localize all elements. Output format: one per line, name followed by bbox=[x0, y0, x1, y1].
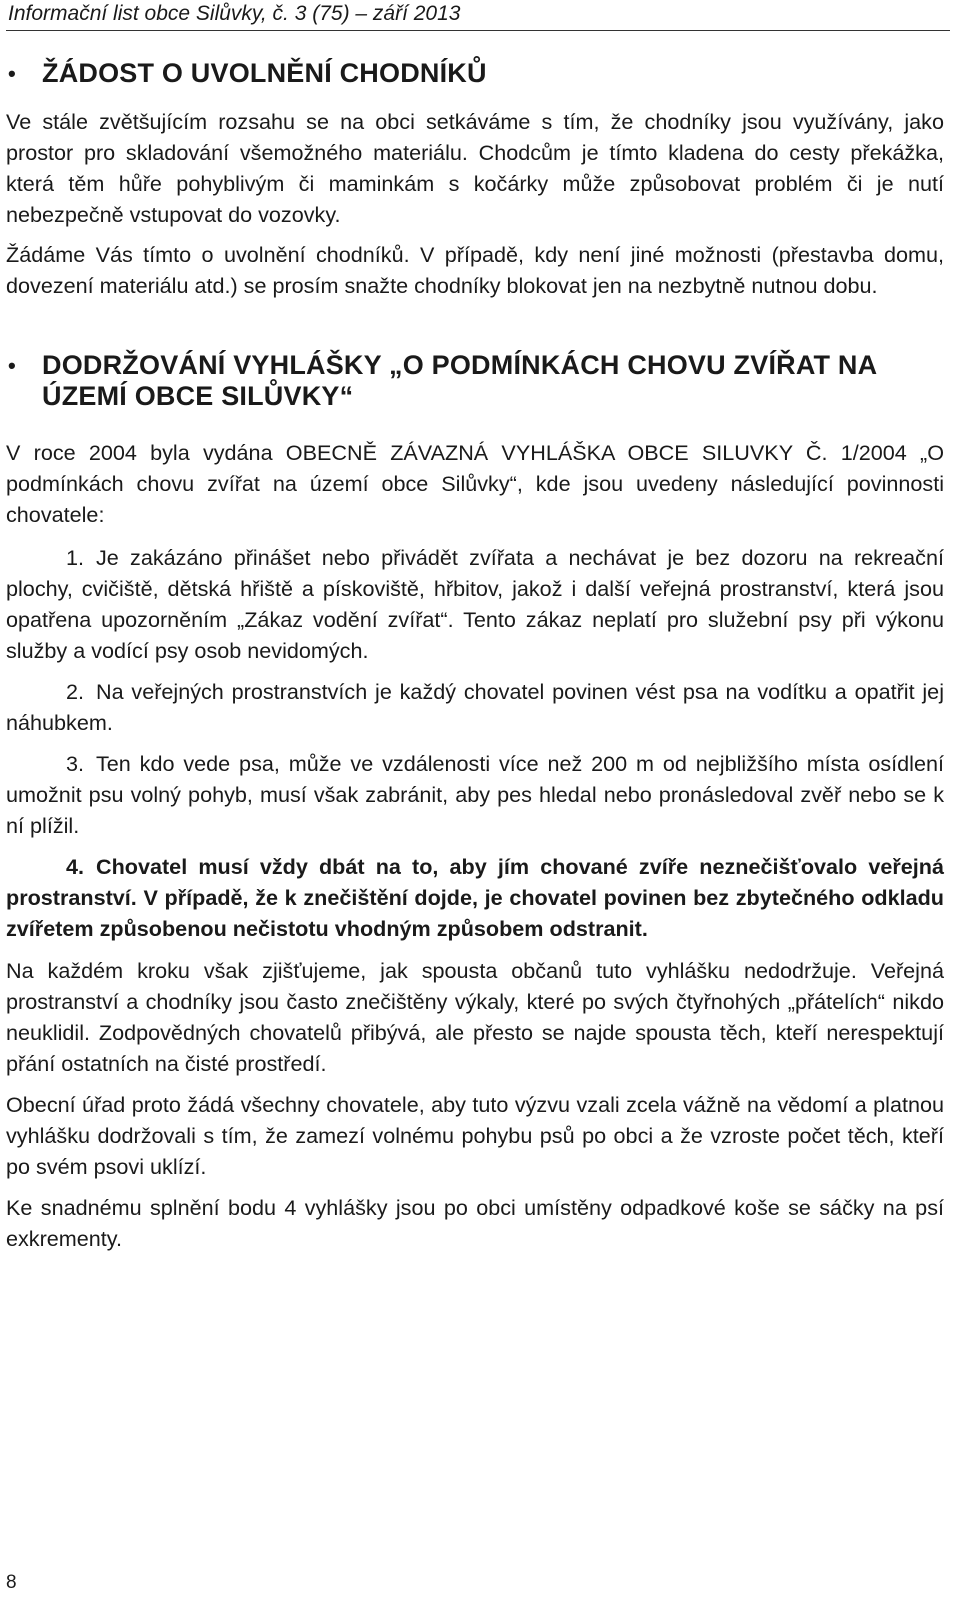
list-item bbox=[6, 676, 944, 738]
list-item-text: Na veřejných prostranstvích je každý chovatel povinen vést psa na vodítku a opatřit jej náhubkem. bbox=[6, 679, 944, 735]
paragraph: Ke snadnému splnění bodu 4 vyhlášky jsou po obci umístěny odpadkové koše se sáčky na psí exkrementy. bbox=[6, 1195, 944, 1251]
paragraph: Žádáme Vás tímto o uvolnění chodníků. V případě, kdy není jiné možnosti (přestavba domu, dovezení materiálu atd.) se prosím snažte chodníky blokovat jen na nezbytně nutnou dobu. bbox=[6, 242, 944, 298]
list-item-text: Ten kdo vede psa, může ve vzdálenosti více než 200 m od nejbližšího místa osídlení umožnit psu volný pohyb, musí však zabránit, aby pes hledal nebo pronásledoval zvěř nebo se k ní plížil. bbox=[6, 751, 944, 838]
section-heading-animal-ordinance bbox=[6, 350, 944, 412]
bullet-icon: • bbox=[8, 353, 16, 378]
section-title: ŽÁDOST O UVOLNĚNÍ CHODNÍKŮ bbox=[42, 58, 487, 88]
list-item bbox=[6, 542, 944, 666]
section-title: DODRŽOVÁNÍ VYHLÁŠKY „O PODMÍNKÁCH CHOVU ZVÍŘAT NA ÚZEMÍ OBCE SILŮVKY“ bbox=[42, 350, 877, 411]
paragraph: Na každém kroku však zjišťujeme, jak spousta občanů tuto vyhlášku nedodržuje. Veřejná prostranství a chodníky jsou často znečištěny výkaly, které po svých čtyřnohých „přátelích“ nikdo neuklidil. Zodpovědných chovatelů přibývá, ale přesto se najde spousta těch, kteří nerespektují přání ostatních na čisté prostředí. bbox=[6, 958, 944, 1076]
article-content bbox=[6, 58, 944, 1254]
header-title: Informační list obce Silůvky, č. 3 (75) – září 2013 bbox=[8, 2, 461, 25]
bullet-icon: • bbox=[8, 61, 16, 86]
page-number: 8 bbox=[6, 1572, 17, 1593]
paragraph: Ve stále zvětšujícím rozsahu se na obci setkáváme s tím, že chodníky jsou využívány, jako prostor pro skladování všemožného materiálu. Chodcům je tímto kladena do cesty překážka, která těm hůře pohyblivým či maminkám s kočárky může způsobovat problém či je nutí nebezpečně vstupovat do vozovky. bbox=[6, 109, 944, 227]
paragraph: Obecní úřad proto žádá všechny chovatele, aby tuto výzvu vzali zcela vážně na vědomí a platnou vyhlášku dodržovali s tím, že zamezí volnému pohybu psů po obci a že vzroste počet těch, kteří po svém psovi uklízí. bbox=[6, 1092, 944, 1179]
list-item-text: Chovatel musí vždy dbát na to, aby jím chované zvíře neznečišťovalo veřejná prostranství. V případě, že k znečištění dojde, je chovatel povinen bez zbytečného odkladu zvířetem způsobenou nečistotu vhodným způsobem odstranit. bbox=[6, 854, 944, 941]
list-item-number: 1. bbox=[65, 545, 84, 570]
list-item-text: Je zakázáno přinášet nebo přivádět zvířata a nechávat je bez dozoru na rekreační plochy, cvičiště, dětská hřiště a pískoviště, hřbitov, jakož i další veřejná prostranství, která jsou opatřena upozorněním „Zákaz vodění zvířat“. Tento zákaz neplatí pro služební psy při výkonu služby a vodící psy osob nevidomých. bbox=[6, 545, 944, 663]
list-item-number: 4. bbox=[65, 854, 84, 879]
list-item-number: 2. bbox=[65, 679, 84, 704]
paragraph: V roce 2004 byla vydána OBECNĚ ZÁVAZNÁ VYHLÁŠKA OBCE SILUVKY Č. 1/2004 „O podmínkách chovu zvířat na území obce Silůvky“, kde jsou uvedeny následující povinnosti chovatele: bbox=[6, 440, 944, 527]
list-item bbox=[6, 851, 944, 944]
list-item-number: 3. bbox=[65, 751, 84, 776]
section-heading-sidewalks bbox=[6, 58, 944, 89]
list-item bbox=[6, 748, 944, 841]
page-header bbox=[6, 0, 950, 31]
